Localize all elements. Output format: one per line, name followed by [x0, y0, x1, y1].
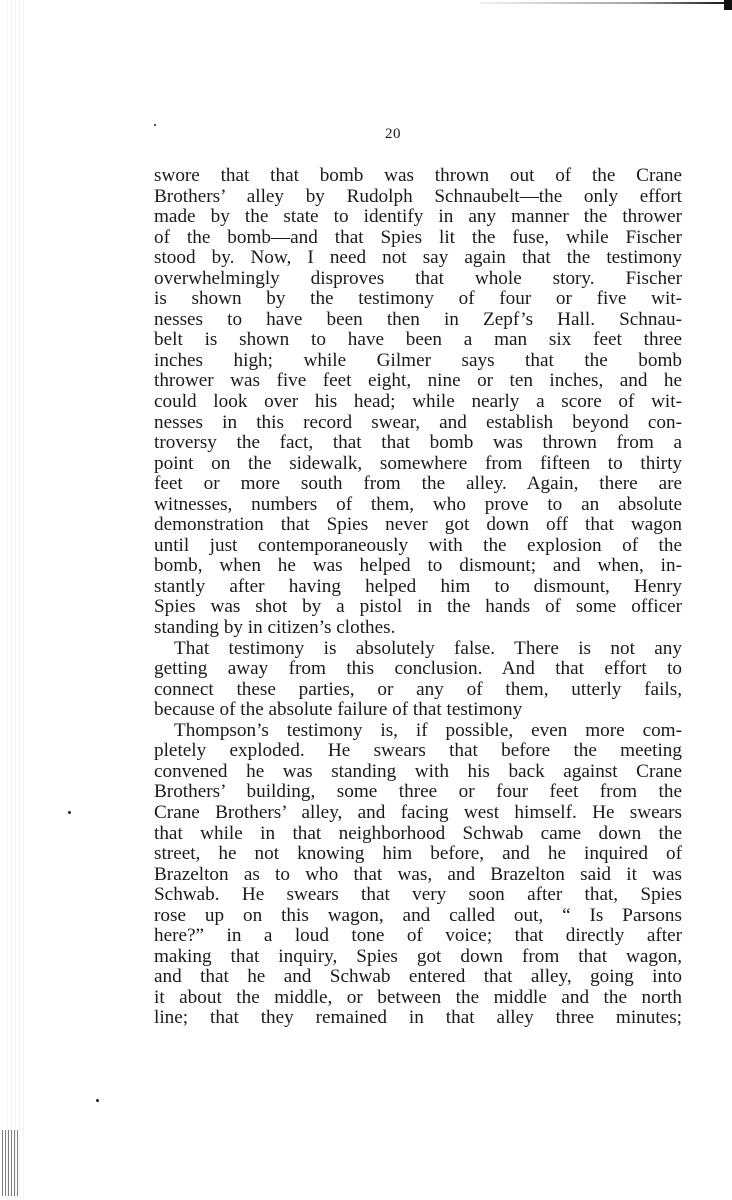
- text-line: That testimony is absolutely false. There is not any: [174, 637, 682, 659]
- text-line: Brothers’ building, some three or four feet from the: [154, 781, 682, 803]
- text-line: witnesses, numbers of them, who prove to an absolute: [154, 493, 682, 515]
- text-line: here?” in a loud tone of voice; that directly after: [154, 925, 682, 947]
- text-line: stantly after having helped him to dismount, Henry: [154, 575, 682, 597]
- scan-edge-top: [480, 2, 732, 4]
- text-line: Brothers’ alley by Rudolph Schnaubelt—the only effort: [154, 185, 682, 207]
- text-line: Brazelton as to who that was, and Brazelton said it was: [154, 863, 682, 885]
- text-line: pletely exploded. He swears that before the meeting: [154, 740, 682, 762]
- text-line: making that inquiry, Spies got down from that wagon,: [154, 945, 682, 967]
- text-line: could look over his head; while nearly a score of wit-: [154, 391, 682, 413]
- scan-speck: [96, 1099, 99, 1102]
- text-line: nesses to have been then in Zepf’s Hall. Schnau-: [154, 308, 682, 330]
- text-line: thrower was five feet eight, nine or ten inches, and he: [154, 370, 682, 392]
- text-line: getting away from this conclusion. And that effort to: [154, 658, 682, 680]
- text-line: bomb, when he was helped to dismount; and when, in-: [154, 555, 682, 577]
- text-line: inches high; while Gilmer says that the bomb: [154, 349, 682, 371]
- text-line: is shown by the testimony of four or five wit-: [154, 288, 682, 310]
- text-line: belt is shown to have been a man six feet three: [154, 329, 682, 351]
- text-line: until just contemporaneously with the explosion of the: [154, 534, 682, 556]
- scan-binding-bottom: [2, 1130, 18, 1196]
- text-line: Crane Brothers’ alley, and facing west himself. He swears: [154, 801, 682, 823]
- text-line: line; that they remained in that alley three minutes;: [154, 1007, 682, 1029]
- text-line: that while in that neighborhood Schwab came down the: [154, 822, 682, 844]
- text-line: convened he was standing with his back against Crane: [154, 760, 682, 782]
- scan-corner-mark: [724, 0, 732, 10]
- text-line: Schwab. He swears that very soon after that, Spies: [154, 884, 682, 906]
- text-line: point on the sidewalk, somewhere from fifteen to thirty: [154, 452, 682, 474]
- text-line: Thompson’s testimony is, if possible, even more com-: [174, 719, 682, 741]
- text-line: demonstration that Spies never got down off that wagon: [154, 514, 682, 536]
- text-line: of the bomb—and that Spies lit the fuse, while Fischer: [154, 226, 682, 248]
- body-text: [154, 166, 682, 1029]
- scan-speck: [68, 811, 71, 814]
- text-line: and that he and Schwab entered that alley, going into: [154, 966, 682, 988]
- text-line: rose up on this wagon, and called out, “ Is Parsons: [154, 904, 682, 926]
- text-line: troversy the fact, that that bomb was thrown from a: [154, 432, 682, 454]
- text-line: connect these parties, or any of them, utterly fails,: [154, 678, 682, 700]
- text-line: it about the middle, or between the middle and the north: [154, 986, 682, 1008]
- text-line: feet or more south from the alley. Again, there are: [154, 473, 682, 495]
- text-line: nesses in this record swear, and establish beyond con-: [154, 411, 682, 433]
- text-line: made by the state to identify in any manner the thrower: [154, 206, 682, 228]
- text-line: overwhelmingly disproves that whole story. Fischer: [154, 267, 682, 289]
- text-line: Spies was shot by a pistol in the hands of some officer: [154, 596, 682, 618]
- scan-edge-left: [4, 0, 26, 1200]
- text-line: street, he not knowing him before, and he inquired of: [154, 843, 682, 865]
- text-line: because of the absolute failure of that testimony: [154, 699, 523, 721]
- text-line: swore that that bomb was thrown out of the Crane: [154, 165, 682, 186]
- text-line: standing by in citizen’s clothes.: [154, 617, 396, 639]
- page-number: 20: [385, 126, 401, 142]
- text-line: stood by. Now, I need not say again that the testimony: [154, 247, 682, 269]
